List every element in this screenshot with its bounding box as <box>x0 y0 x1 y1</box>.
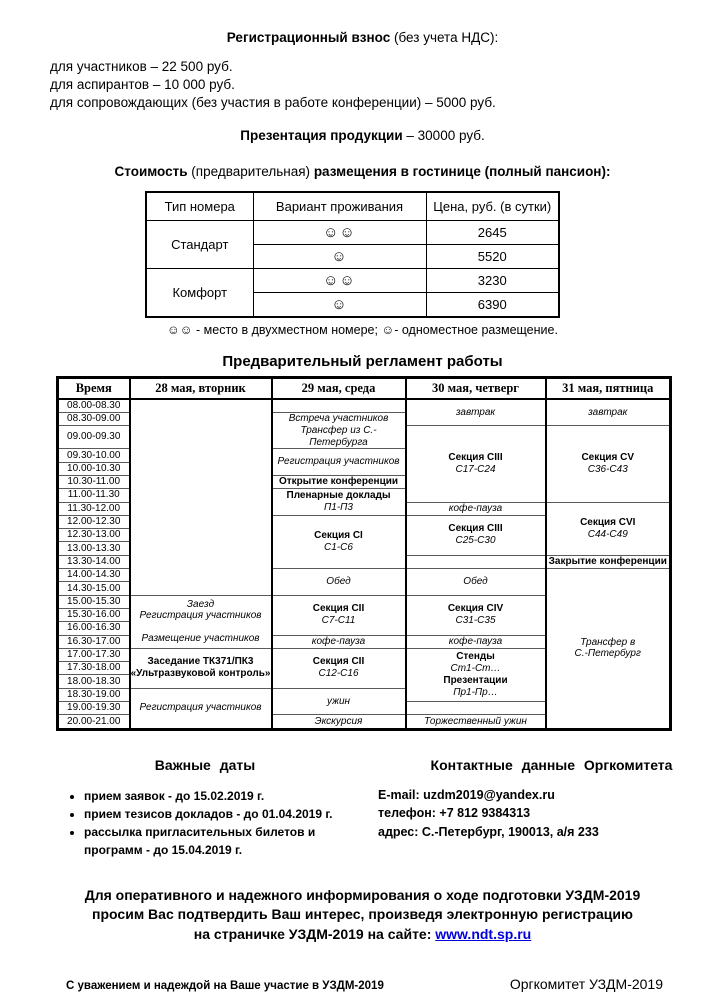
cell-line: C1-C6 <box>324 541 353 553</box>
time-cell: 13.30-14.00 <box>58 555 130 568</box>
price-comfort-double: 3230 <box>426 268 559 292</box>
info-line-3 <box>0 925 725 944</box>
list-item: • рассылка пригласительных билетов и программ - до 15.04.2019 г. <box>84 824 370 859</box>
info-line-2: просим Вас подтвердить Ваш интерес, произведя электронную регистрацию <box>92 906 633 923</box>
time-cell: 18.00-18.30 <box>58 675 130 688</box>
cell-line: Трансфер в <box>580 636 636 648</box>
registration-fee-title-rest: (без учета НДС): <box>390 30 499 45</box>
price-standard-double: 2645 <box>426 220 559 244</box>
time-cell: 15.30-16.00 <box>58 608 130 621</box>
cell-29-plenary <box>272 489 406 516</box>
contacts-title: Контактные данные Оргкомитета <box>430 756 673 773</box>
contact-address: адрес: С.-Петербург, 190013, а/я 233 <box>378 825 599 840</box>
presentation-fee-rest: – 30000 руб. <box>402 127 485 143</box>
time-cell: 19.00-19.30 <box>58 701 130 714</box>
cell-31-transfer <box>546 569 671 730</box>
time-cell: 11.00-11.30 <box>58 489 130 502</box>
cell-line: Секция CI <box>314 530 363 542</box>
cell-line: Секция CII <box>312 603 365 615</box>
schedule-title: Предварительный регламент работы <box>222 352 503 370</box>
cell-line: C31-C35 <box>455 615 496 627</box>
cell-line: Стенды <box>456 651 495 663</box>
time-cell: 12.00-12.30 <box>58 515 130 528</box>
schedule-table <box>56 376 672 731</box>
fee-item-participants: для участников – 22 500 руб. <box>50 59 233 74</box>
cell-line: Презентации <box>443 674 508 686</box>
contact-email: E-mail: uzdm2019@yandex.ru <box>378 787 555 802</box>
contacts-block <box>370 757 725 861</box>
website-link[interactable]: www.ndt.sp.ru <box>435 925 532 942</box>
cell-line: C36-C43 <box>587 463 628 475</box>
hotel-header-room-type: Тип номера <box>146 192 253 221</box>
cell-line: Секция CV <box>581 452 635 464</box>
cell-line: С.-Петербург <box>574 648 641 660</box>
cell-30-gala-dinner: Торжественный ужин <box>406 715 546 729</box>
cell-line: Встреча участников <box>288 412 389 424</box>
cell-31-closing: Закрытие конференции <box>546 555 671 568</box>
cell-30-breakfast: завтрак <box>406 399 546 426</box>
header-may31: 31 мая, пятница <box>546 377 671 399</box>
time-cell: 10.30-11.00 <box>58 475 130 488</box>
cell-line: C7-C11 <box>321 615 356 627</box>
registration-info-paragraph <box>0 886 725 944</box>
time-cell: 14.00-14.30 <box>58 569 130 582</box>
cell-28-arrival <box>130 595 272 648</box>
time-cell: 15.00-15.30 <box>58 595 130 608</box>
time-cell: 08.00-08.30 <box>58 399 130 413</box>
cell-30-stands-presentations <box>406 648 546 701</box>
cell-line: П1-П3 <box>324 502 353 514</box>
cell-30-section-c3b <box>406 515 546 555</box>
cell-line: C12-C16 <box>318 668 359 680</box>
info-line-1: Для оперативного и надежного информирования о ходе подготовки УЗДМ-2019 <box>84 887 641 904</box>
cell-31-section-c5 <box>546 426 671 502</box>
cell-28-tk371-meeting <box>130 648 272 688</box>
header-may29: 29 мая, среда <box>272 377 406 399</box>
time-cell: 12.30-13.00 <box>58 529 130 542</box>
time-cell: 17.00-17.30 <box>58 648 130 661</box>
cell-line: C44-C49 <box>587 528 628 540</box>
time-cell: 10.00-10.30 <box>58 462 130 475</box>
hotel-occupancy-note: ☺☺ - место в двухместном номере; ☺- одноместное размещение. <box>167 322 558 337</box>
time-cell: 13.00-13.30 <box>58 542 130 555</box>
time-cell: 17.30-18.00 <box>58 662 130 675</box>
cell-29-section-c1 <box>272 515 406 568</box>
cell-30-section-c3a <box>406 426 546 502</box>
cell-line: Пр1-Пр… <box>453 686 498 698</box>
table-row <box>146 220 559 244</box>
cell-line: Секция CIII <box>448 452 503 464</box>
table-row <box>146 268 559 292</box>
hotel-cost-title <box>0 164 725 179</box>
hotel-title-bold1: Стоимость <box>114 163 188 179</box>
cell-29-section-c2a <box>272 595 406 635</box>
cell-29-excursion: Экскурсия <box>272 715 406 729</box>
cell-31-section-c6 <box>546 502 671 555</box>
cell-29-coffee-break: кофе-пауза <box>272 635 406 648</box>
hotel-header-price: Цена, руб. (в сутки) <box>426 192 559 221</box>
contact-lines <box>378 786 725 842</box>
hotel-room-comfort: Комфорт <box>146 268 253 317</box>
double-occupancy-icon: ☺☺ <box>253 268 426 292</box>
double-occupancy-icon: ☺☺ <box>253 220 426 244</box>
hotel-title-normal: (предварительная) <box>187 163 314 179</box>
signoff-right: Оргкомитет УЗДМ-2019 <box>509 976 663 993</box>
cell-line: Трансфер из С.-Петербурга <box>300 424 377 448</box>
header-may28: 28 мая, вторник <box>130 377 272 399</box>
cell-line: Пленарные доклады <box>286 490 391 502</box>
cell-line: Заседание ТК371/ПК3 <box>147 656 254 668</box>
time-cell: 14.30-15.00 <box>58 582 130 595</box>
cell-line: Секция CVI <box>580 516 636 528</box>
time-cell: 11.30-12.00 <box>58 502 130 515</box>
cell-line: «Ультразвуковой контроль» <box>130 668 271 680</box>
cell-line: Регистрация участников <box>139 610 262 622</box>
cell-line: C25-C30 <box>455 535 496 547</box>
time-cell: 08.30-09.00 <box>58 412 130 425</box>
fee-list <box>50 58 725 113</box>
contact-phone: телефон: +7 812 9384313 <box>378 806 531 821</box>
cell-29-opening: Открытие конференции <box>272 475 406 488</box>
cell-line: Заезд <box>186 598 215 610</box>
cell-line: Ст1-Ст… <box>450 663 501 675</box>
cell-30-section-c4 <box>406 595 546 635</box>
fee-item-accompanying: для сопровождающих (без участия в работе конференции) – 5000 руб. <box>50 95 496 111</box>
header-time: Время <box>58 377 130 399</box>
single-occupancy-icon: ☺ <box>253 244 426 268</box>
cell-line: Секция CIV <box>447 603 504 615</box>
header-may30: 30 мая, четверг <box>406 377 546 399</box>
presentation-fee-line <box>0 128 725 143</box>
hotel-title-bold2: размещения в гостинице (полный пансион): <box>313 163 611 179</box>
empty-cell <box>130 399 272 595</box>
signoff-left: С уважением и надеждой на Ваше участие в УЗДМ-2019 <box>66 980 384 993</box>
time-cell: 16.00-16.30 <box>58 622 130 635</box>
single-occupancy-icon: ☺ <box>253 292 426 317</box>
dates-contacts-section <box>0 757 725 861</box>
important-dates-title: Важные даты <box>154 756 256 773</box>
time-cell: 20.00-21.00 <box>58 715 130 729</box>
cell-29-meeting-transfer <box>272 412 406 448</box>
cell-line: Секция CII <box>312 656 365 668</box>
schedule-header-row <box>58 377 671 399</box>
cell-29-lunch: Обед <box>272 569 406 596</box>
hotel-header-row <box>146 192 559 221</box>
presentation-fee-bold: Презентация продукции <box>240 127 403 143</box>
price-comfort-single: 6390 <box>426 292 559 317</box>
cell-29-section-c2b <box>272 648 406 688</box>
time-cell: 09.30-10.00 <box>58 449 130 462</box>
fee-item-postgraduates: для аспирантов – 10 000 руб. <box>50 77 235 93</box>
cell-line: C17-C24 <box>455 463 496 475</box>
important-dates-block <box>40 757 370 861</box>
price-standard-single: 5520 <box>426 244 559 268</box>
cell-line: Секция CIII <box>448 523 503 535</box>
cell-28-evening-registration: Регистрация участников <box>130 688 272 729</box>
cell-29-dinner: ужин <box>272 688 406 715</box>
important-dates-list <box>40 788 370 860</box>
hotel-room-standard: Стандарт <box>146 220 253 268</box>
cell-line: Размещение участников <box>141 633 260 645</box>
registration-fee-title-bold: Регистрационный взнос <box>226 30 391 45</box>
hotel-header-occupancy: Вариант проживания <box>253 192 426 221</box>
cell-30-lunch: Обед <box>406 569 546 596</box>
empty-cell <box>406 701 546 714</box>
time-cell: 16.30-17.00 <box>58 635 130 648</box>
time-cell: 18.30-19.00 <box>58 688 130 701</box>
cell-30-coffee-break: кофе-пауза <box>406 502 546 515</box>
empty-cell <box>406 555 546 568</box>
cell-30-coffee-break2: кофе-пауза <box>406 635 546 648</box>
cell-31-breakfast: завтрак <box>546 399 671 426</box>
list-item: • прием тезисов докладов - до 01.04.2019 г. <box>84 806 370 823</box>
list-item: • прием заявок - до 15.02.2019 г. <box>84 788 370 805</box>
info-line-3-prefix: на страничке УЗДМ-2019 на сайте: <box>193 925 436 942</box>
registration-fee-title <box>0 30 725 45</box>
time-cell: 09.00-09.30 <box>58 426 130 449</box>
cell-29-registration: Регистрация участников <box>272 449 406 476</box>
hotel-price-table <box>145 191 560 318</box>
empty-cell <box>272 399 406 413</box>
signoff-row <box>0 976 725 992</box>
